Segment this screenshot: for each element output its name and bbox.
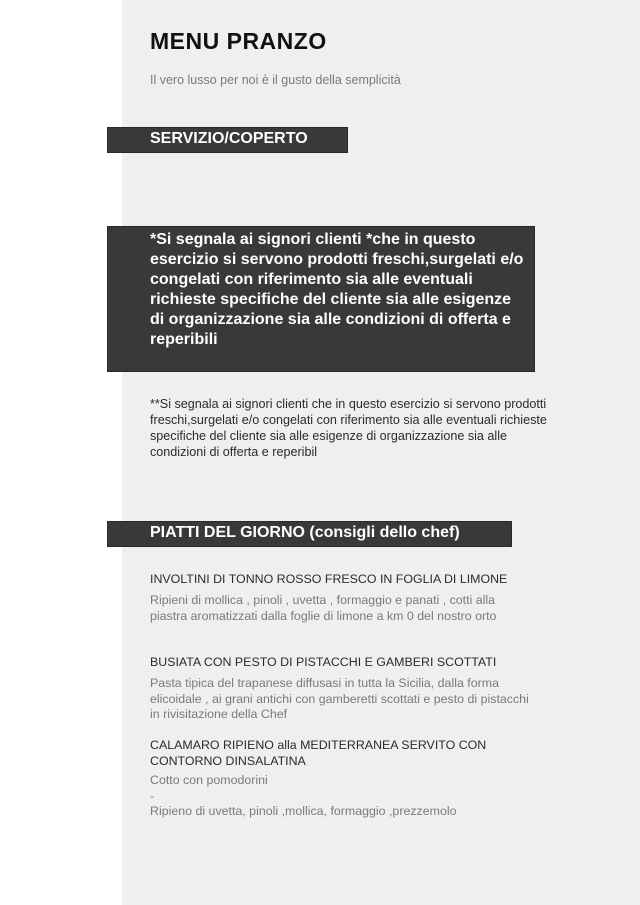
section-header-servizio: SERVIZIO/COPERTO xyxy=(107,127,348,153)
section-header-piatti: PIATTI DEL GIORNO (consigli dello chef) xyxy=(107,521,512,547)
dish-title: CALAMARO RIPIENO alla MEDITERRANEA SERVITO CON CONTORNO DINSALATINA xyxy=(150,738,487,768)
dish-title: BUSIATA CON PESTO DI PISTACCHI E GAMBERI SCOTTATI xyxy=(150,655,497,669)
dish-description-line: Ripieno di uvetta, pinoli ,mollica, formaggio ,prezzemolo xyxy=(150,804,457,818)
dish-description-line: - xyxy=(150,788,155,803)
dish-description: Pasta tipica del trapanese diffusasi in tutta la Sicilia, dalla forma elicoidale , ai grani antichi con gamberetti scottati e pesto di pistacchi in rivisitazione della Chef xyxy=(150,676,529,721)
page-subtitle: Il vero lusso per noi è il gusto della semplicità xyxy=(150,73,401,87)
notice-banner: *Si segnala ai signori clienti *che in questo esercizio si servono prodotti freschi,surgelati e/o congelati con riferimento sia alle eventuali richieste specifiche del cliente sia alle esigenze di organizzazione sia alle condizioni di offerta e reperibili xyxy=(107,226,535,372)
dish-description xyxy=(150,773,530,820)
dish-title: INVOLTINI DI TONNO ROSSO FRESCO IN FOGLIA DI LIMONE xyxy=(150,572,508,586)
dish-description-line: Cotto con pomodorini xyxy=(150,773,268,787)
page-title: MENU PRANZO xyxy=(150,28,327,54)
notice-text: **Si segnala ai signori clienti che in questo esercizio si servono prodotti freschi,surgelati e/o congelati con riferimento sia alle eventuali richieste specifiche del cliente sia alle esigenze di organizzazione sia alle condizioni di offerta e reperibil xyxy=(150,397,547,459)
dish-description: Ripieni di mollica , pinoli , uvetta , formaggio e panati , cotti alla piastra aromatizzati dalla foglie di limone a km 0 del nostro orto xyxy=(150,593,497,623)
